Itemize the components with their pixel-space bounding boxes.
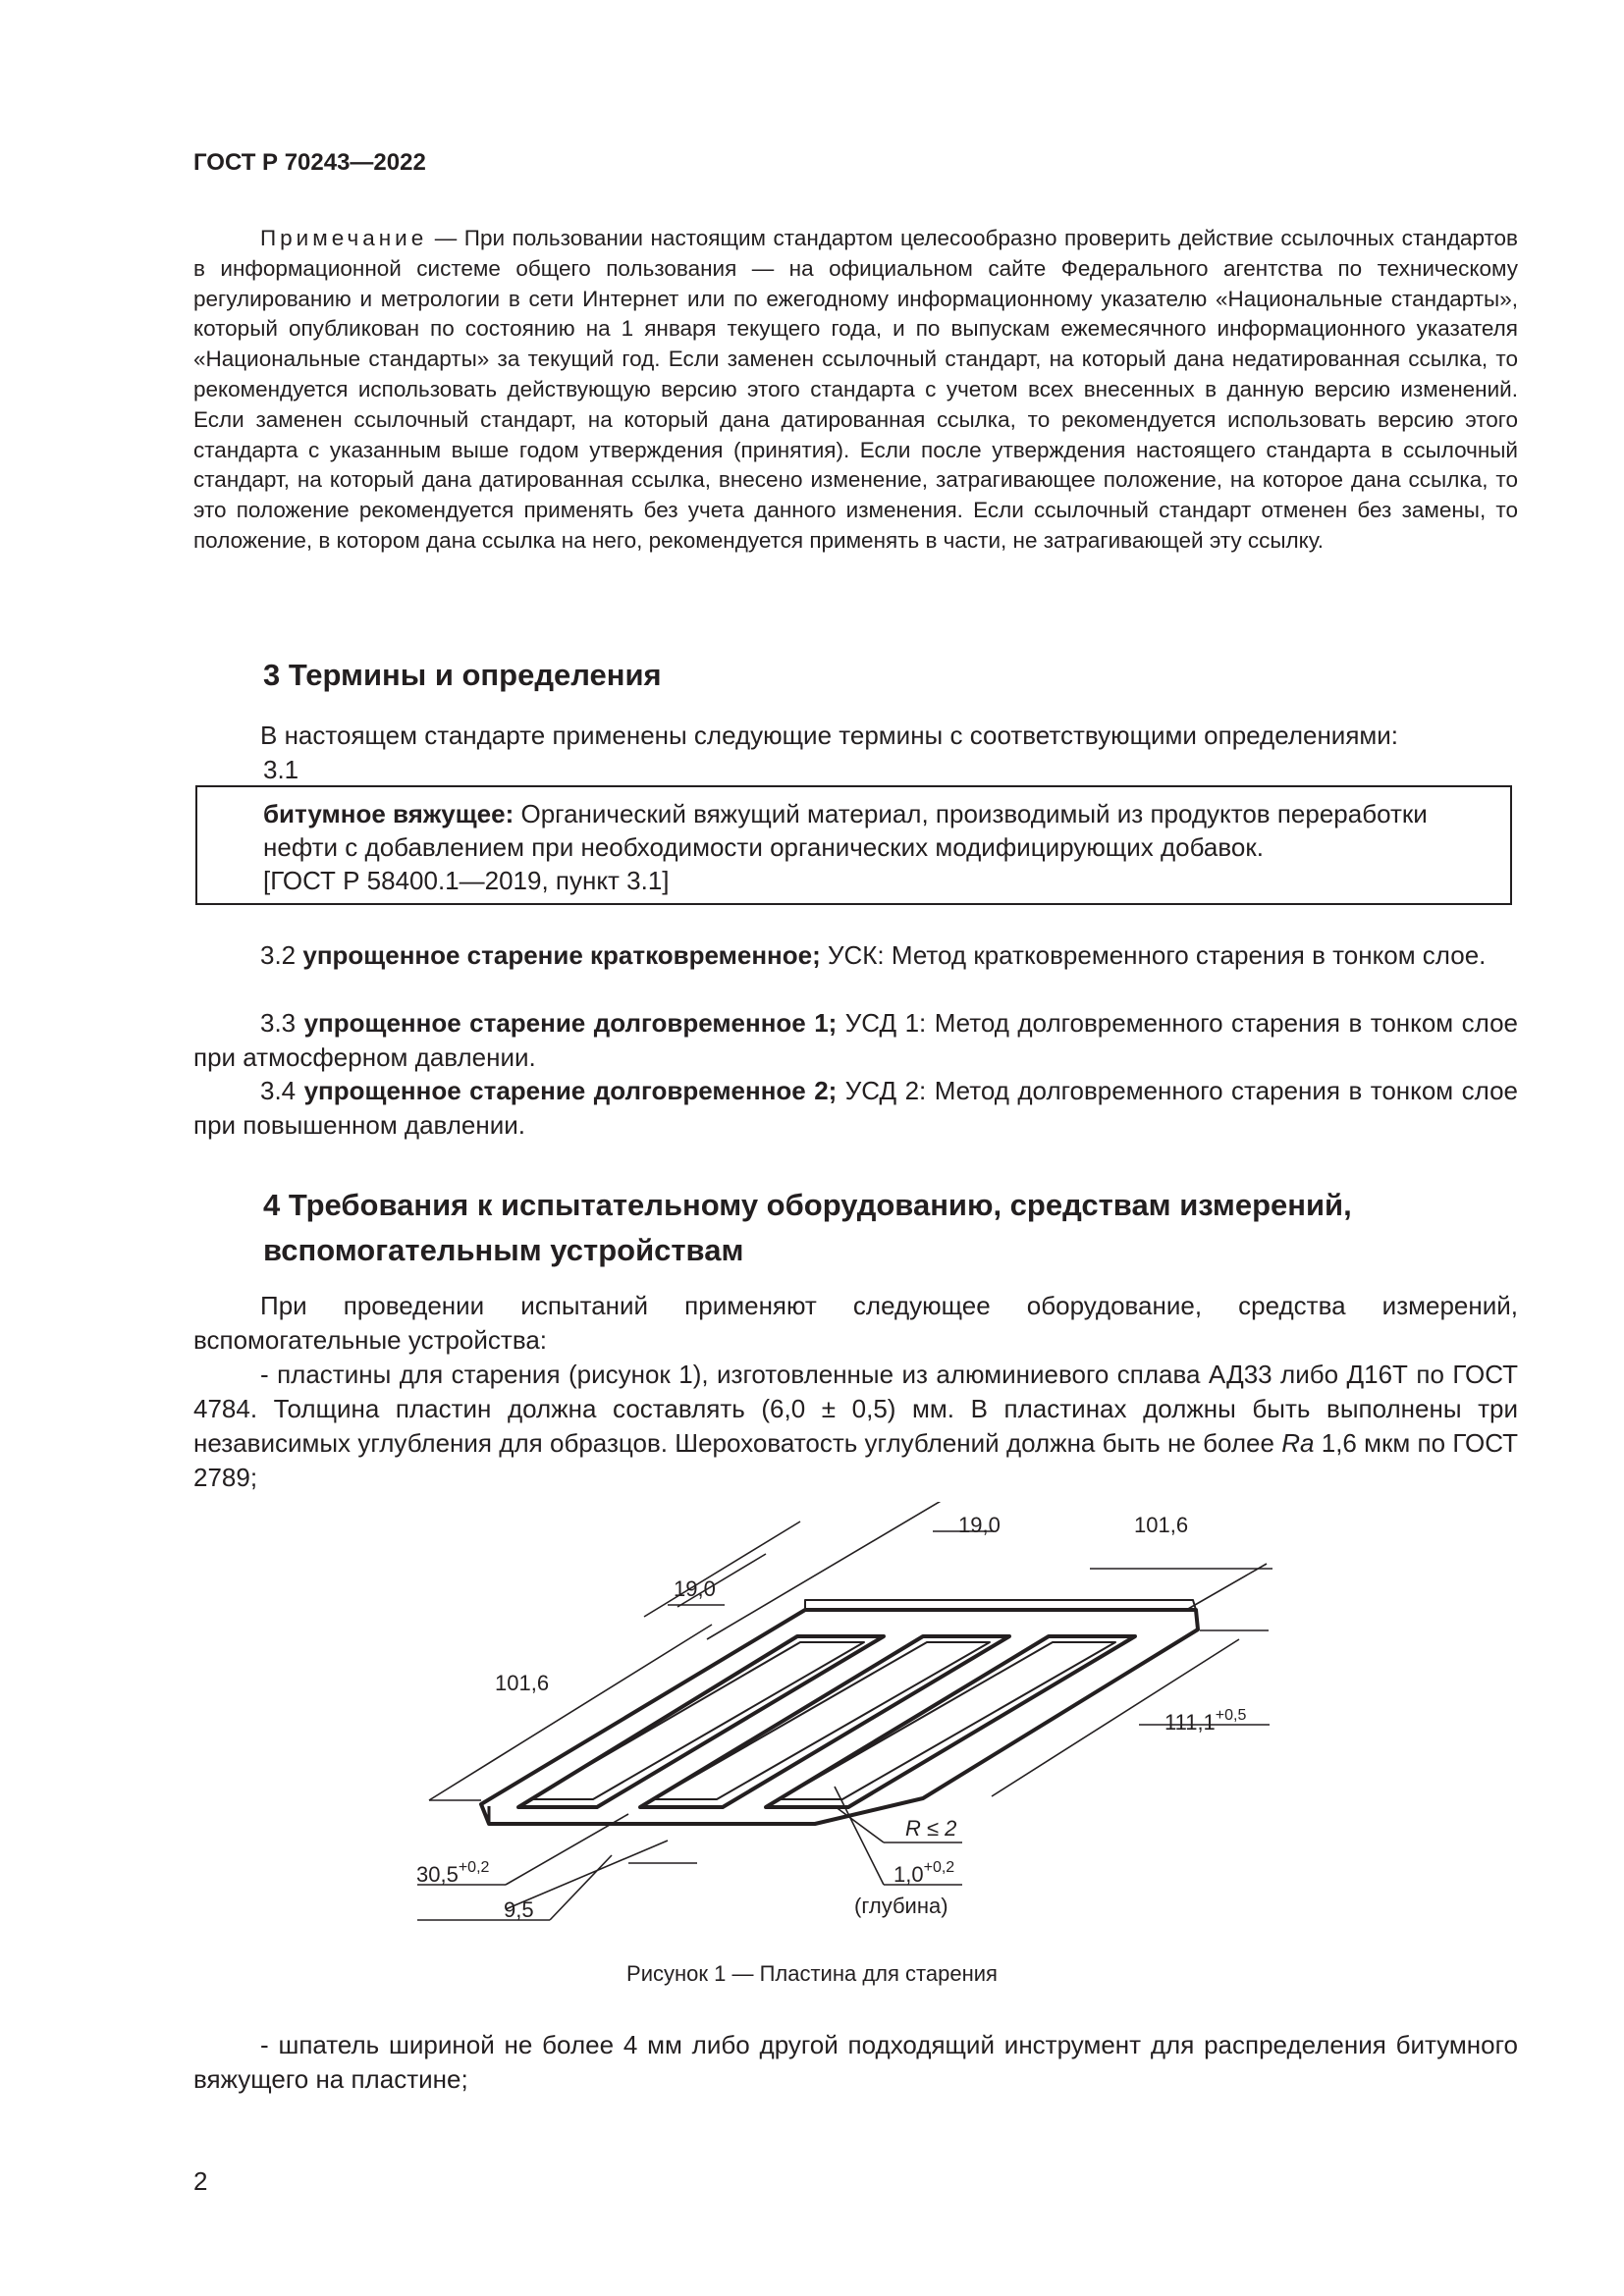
term-name: упрощенное старение долговременное 2;: [303, 1076, 838, 1105]
dim-top-19: 19,0: [958, 1513, 1001, 1537]
term-name: упрощенное старение кратковременное;: [302, 940, 821, 970]
dim-9-5: 9,5: [504, 1897, 534, 1922]
section-3-title: 3 Термины и определения: [263, 658, 662, 692]
dim-top-1016: 101,6: [1134, 1513, 1189, 1537]
dim-radius: R ≤ 2: [905, 1816, 957, 1841]
term-definition: УСК: Метод кратковременного старения в тонком слое.: [820, 940, 1487, 970]
dim-left-1016: 101,6: [495, 1671, 550, 1695]
note-text: — При пользовании настоящим стандартом целесообразно проверить действие ссылочных стандартов в информационной системе общего пользования — на официальном сайте Федерального агентства по техническому регулированию и метрологии в сети Интернет или по ежегодному информационному указателю «Национальные стандарты», который опубликован по состоянию на 1 января текущего года, и по выпускам ежемесячного информационного указателя «Национальные стандарты» за текущий год. Если заменен ссылочный стандарт, на который дана недатированная ссылка, то рекомендуется использовать действующую версию этого стандарта с учетом всех внесенных в данную версию изменений. Если заменен ссылочный стандарт, на который дана датированная ссылка, то рекомендуется использовать версию этого стандарта с указанным выше годом утверждения (принятия). Если после утверждения настоящего стандарта в ссылочный стандарт, на который дана датированная ссылка, внесено изменение, затрагивающее положение, на которое дана ссылка, то это положение рекомендуется применять без учета данного изменения. Если ссылочный стандарт отменен без замены, то положение, в котором дана ссылка на него, рекомендуется применять в части, не затрагивающей эту ссылку.: [193, 226, 1518, 553]
section-4-intro: При проведении испытаний применяют следующее оборудование, средства измерений, вспомогательные устройства:: [193, 1291, 1518, 1355]
section-4-title-line1: 4 Требования к испытательному оборудованию, средствам измерений,: [263, 1188, 1352, 1222]
term-definition: УСД 1: Метод долговременного старения в тонком слое при атмосферном давлении.: [193, 1008, 1518, 1072]
dim-left-19: 19,0: [674, 1576, 716, 1601]
term-3-1-term: битумное вяжущее:: [263, 799, 514, 828]
term-name: упрощенное старение долговременное 1;: [303, 1008, 838, 1038]
document-header: ГОСТ Р 70243—2022: [193, 149, 426, 176]
dim-30-5: $30,5^{+0,2}$: [416, 1859, 490, 1887]
figure-aging-plate: [0, 1502, 1624, 1953]
equipment-item-plates: [193, 1358, 1518, 1495]
equipment-item-spatula: - шпатель шириной не более 4 мм либо другой подходящий инструмент для распределения битумного вяжущего на пластине;: [193, 2030, 1518, 2094]
term-3-1-text: Органический вяжущий материал, производимый из продуктов переработки нефти с добавлением при необходимости органических модифицирующих добавок.: [263, 799, 1428, 862]
section-4-title-line2: вспомогательным устройствам: [263, 1233, 744, 1267]
section-4-title: [263, 1183, 1352, 1273]
term-number: 3.4: [260, 1076, 304, 1105]
term-3-4: [193, 1074, 1518, 1143]
dim-depth: $1,0^{+0,2}$: [893, 1859, 955, 1887]
term-3-1-number: 3.1: [263, 755, 299, 784]
term-3-3: [193, 1006, 1518, 1075]
term-3-1-source: [ГОСТ Р 58400.1—2019, пункт 3.1]: [263, 866, 670, 895]
dim-depth-label: (глубина): [854, 1894, 948, 1918]
term-3-1-content: [263, 797, 1500, 897]
term-definition: УСД 2: Метод долговременного старения в тонком слое при повышенном давлении.: [193, 1076, 1518, 1140]
term-number: 3.2: [260, 940, 303, 970]
item-text-tail: 1,6 мкм по ГОСТ 2789;: [193, 1428, 1519, 1492]
item-text: - пластины для старения (рисунок 1), изготовленные из алюминиевого сплава АД33 либо Д16Т по ГОСТ 4784. Толщина пластин должна составлять (6,0 ± 0,5) мм. В пластинах должны быть выполнены три независимых углубления для образцов. Шероховатость углублений должна быть не более: [193, 1360, 1518, 1458]
note-paragraph: [193, 224, 1518, 557]
roughness-symbol: Ra: [1281, 1428, 1315, 1458]
dim-right-111: $111,1^{+0,5}$: [1164, 1707, 1247, 1735]
figure-caption: Рисунок 1 — Пластина для старения: [626, 1961, 998, 1986]
term-number: 3.3: [260, 1008, 304, 1038]
term-3-1-box: [195, 785, 1512, 905]
note-label: Примечание: [260, 226, 428, 250]
page-number: 2: [193, 2166, 208, 2196]
term-3-1-definition: [263, 797, 1500, 864]
term-3-2: [193, 938, 1518, 973]
section-3-intro: В настоящем стандарте применены следующие термины с соответствующими определениями:: [260, 721, 1399, 750]
